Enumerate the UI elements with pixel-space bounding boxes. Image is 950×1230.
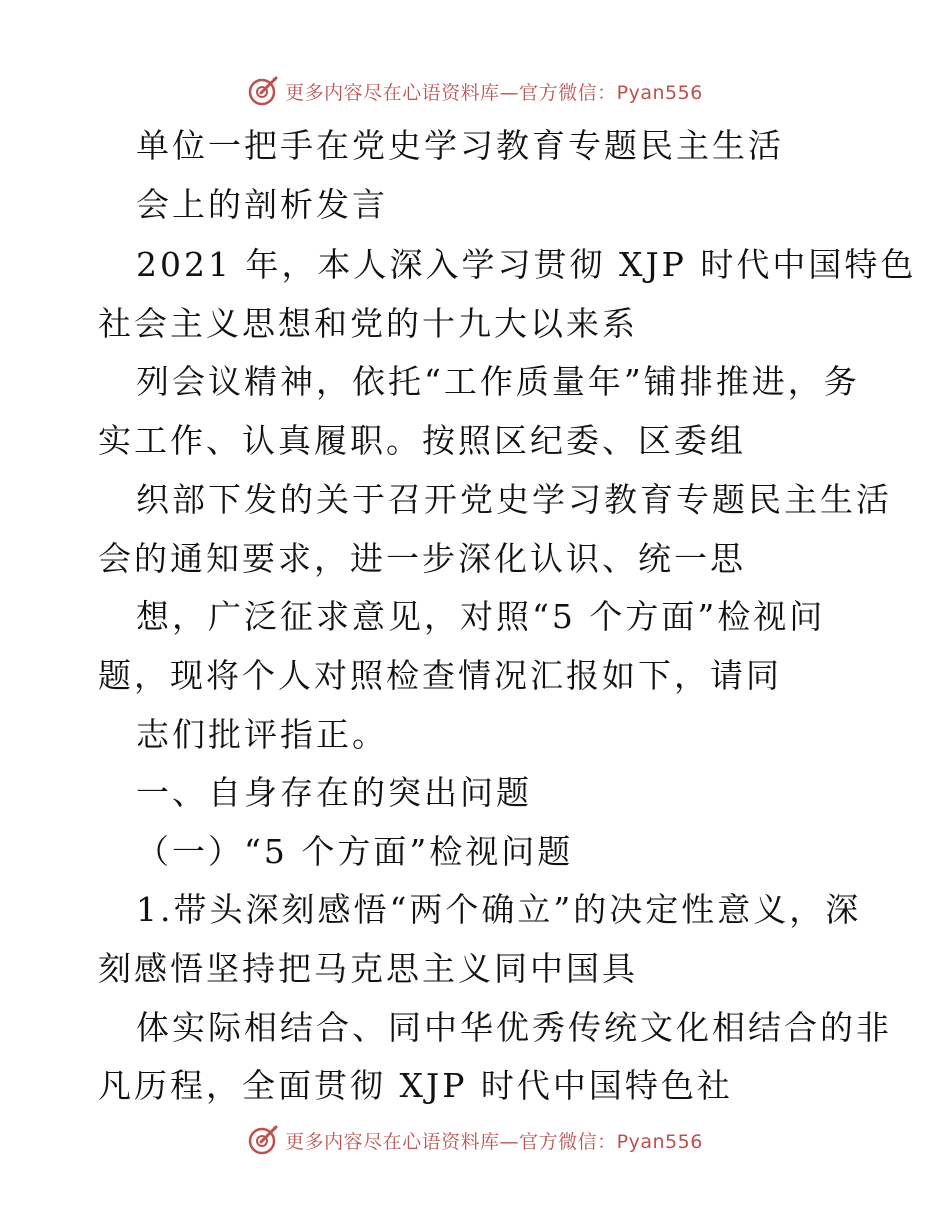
paragraph-line: 凡历程，全面贯彻 XJP 时代中国特色社 — [98, 1066, 733, 1105]
paragraph-line: 刻感悟坚持把马克思主义同中国具 — [98, 949, 638, 988]
paragraph-line: 志们批评指正。 — [136, 715, 388, 754]
subsection-heading: （一）“5 个方面”检视问题 — [136, 832, 574, 871]
paragraph-line: 体实际相结合、同中华优秀传统文化相结合的非 — [136, 1008, 892, 1047]
doc-title-line-1: 单位一把手在党史学习教育专题民主生活 — [136, 126, 784, 165]
brush-logo-icon — [247, 1124, 279, 1156]
watermark-text: 更多内容尽在心语资料库—官方微信：Pyan556 — [285, 81, 703, 104]
paragraph-line: 社会主义思想和党的十九大以来系 — [98, 304, 638, 343]
paragraph-line: 列会议精神，依托“工作质量年”铺排推进，务 — [136, 362, 860, 401]
paragraph-line: 会的通知要求，进一步深化认识、统一思 — [98, 539, 746, 578]
footer-watermark — [0, 1120, 950, 1160]
watermark-text: 更多内容尽在心语资料库—官方微信：Pyan556 — [285, 1130, 703, 1153]
paragraph-line: 想，广泛征求意见，对照“5 个方面”检视问 — [136, 597, 826, 636]
paragraph-line: 织部下发的关于召开党史学习教育专题民主生活 — [136, 480, 892, 519]
paragraph-line: 实工作、认真履职。按照区纪委、区委组 — [98, 421, 746, 460]
section-heading: 一、自身存在的突出问题 — [136, 773, 532, 812]
paragraph-line: 题，现将个人对照检查情况汇报如下，请同 — [98, 656, 782, 695]
paragraph-line: 2021 年，本人深入学习贯彻 XJP 时代中国特色 — [136, 245, 917, 284]
paragraph-line: 1.带头深刻感悟“两个确立”的决定性意义，深 — [136, 890, 862, 929]
doc-title-line-2: 会上的剖析发言 — [136, 185, 388, 224]
